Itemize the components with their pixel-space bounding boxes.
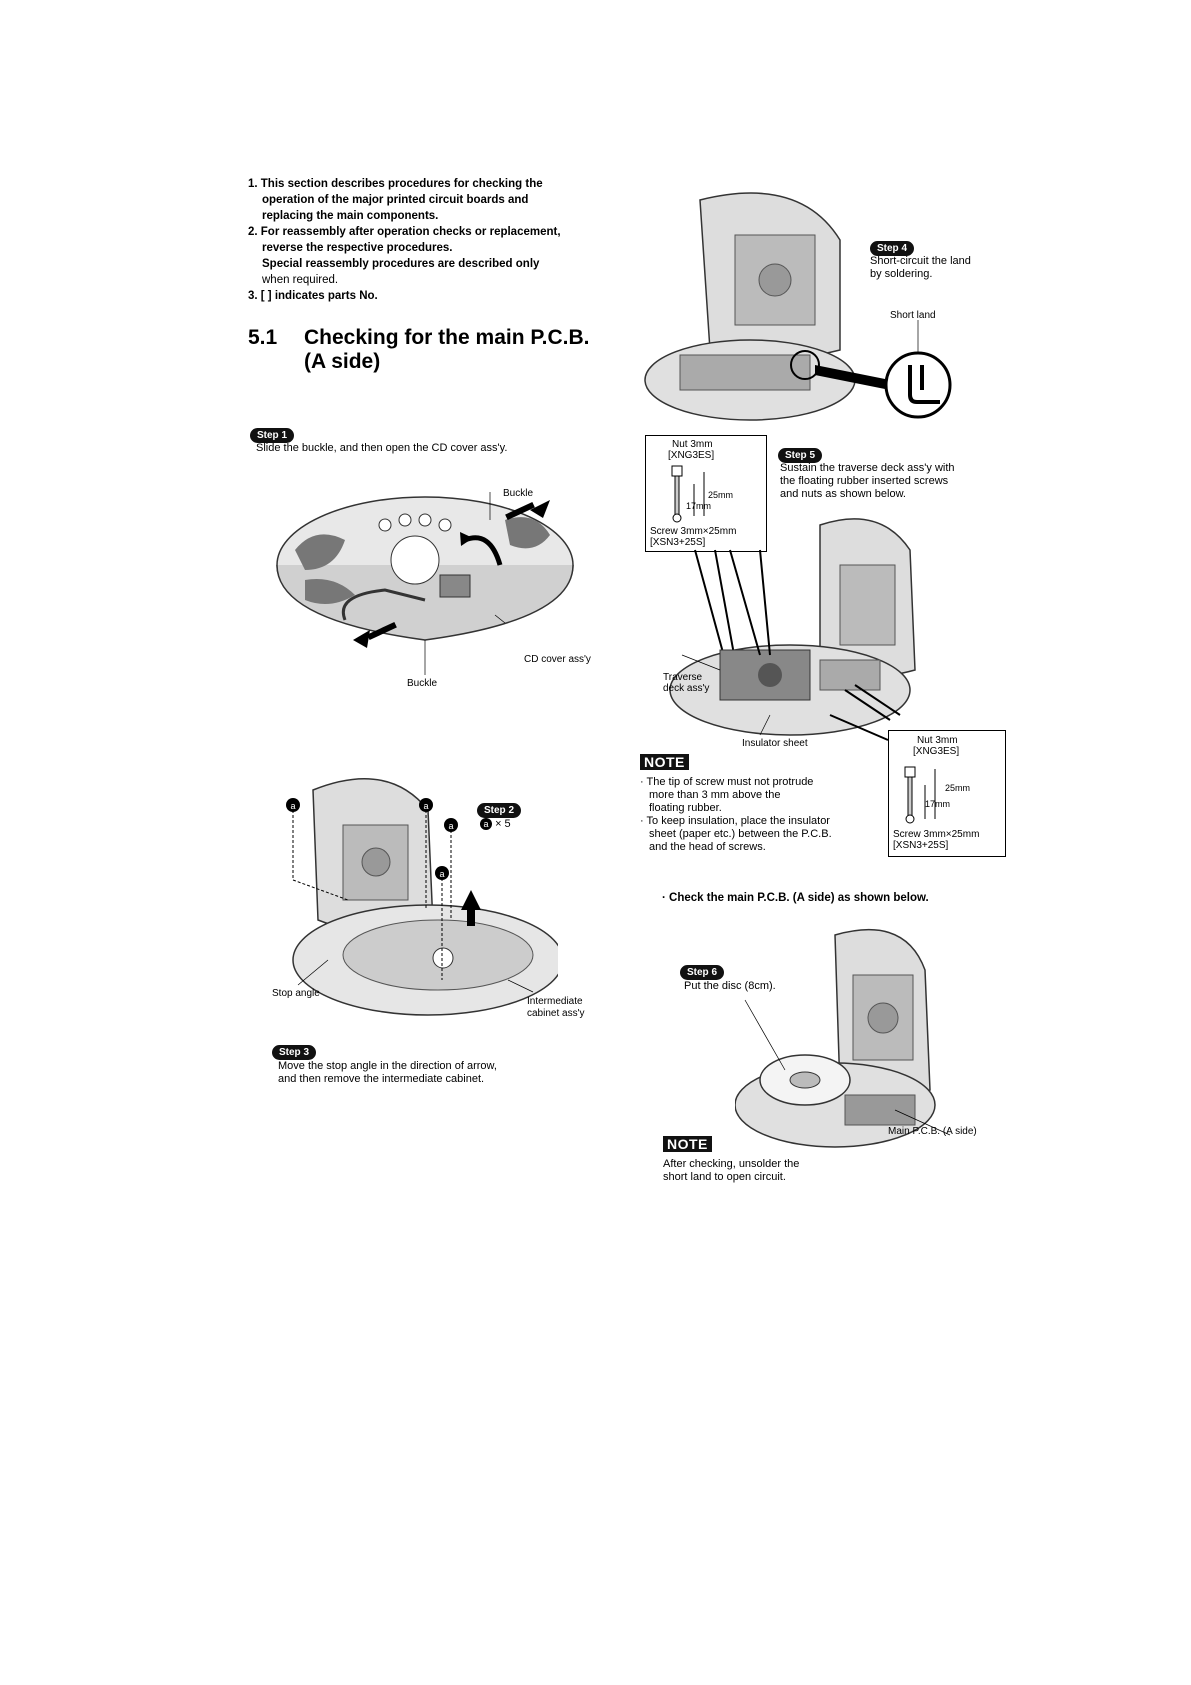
note-1-line-2: more than 3 mm above the [649, 789, 781, 801]
intro-item-1-line-3: replacing the main components. [262, 210, 439, 222]
note-2-text [663, 1158, 799, 1184]
step-3-text [278, 1060, 497, 1086]
section-title-line-1: Checking for the main P.C.B. [304, 326, 590, 349]
intro-item-2-line-3: Special reassembly procedures are described only [262, 258, 540, 270]
svg-text:a: a [423, 801, 429, 811]
step-6-block [680, 962, 724, 980]
step-2-screw-count: × 5 [495, 818, 511, 830]
step-1-block [250, 425, 294, 443]
note-1-badge: NOTE [640, 754, 689, 770]
label-stop-angle: Stop angle [272, 988, 320, 999]
label-cd-cover: CD cover ass'y [524, 654, 591, 665]
step-6-text: Put the disc (8cm). [684, 980, 776, 992]
step-1-text: Slide the buckle, and then open the CD cover ass'y. [256, 442, 508, 454]
check-main-pcb-text: · Check the main P.C.B. (A side) as shown below. [662, 892, 929, 904]
note-1-block [640, 753, 689, 772]
step-2-screw [480, 818, 511, 831]
box1-dim-25: 25mm [708, 490, 734, 500]
step-5-badge: Step 5 [778, 448, 822, 463]
step-5-line-3: and nuts as shown below. [780, 488, 906, 500]
label-intermediate-2: cabinet ass'y [527, 1008, 585, 1019]
label-buckle-top: Buckle [503, 488, 534, 499]
box2-dim-17: 17mm [925, 799, 951, 809]
intro-item-1-line-1: 1. This section describes procedures for checking the [248, 178, 543, 190]
step-4-badge: Step 4 [870, 241, 914, 256]
svg-text:a: a [448, 821, 454, 831]
intro-item-2-line-2: reverse the respective procedures. [262, 242, 453, 254]
screw-a-icon: a [480, 818, 492, 830]
label-short-land: Short land [890, 310, 936, 321]
step-3-line-1: Move the stop angle in the direction of arrow, [278, 1060, 497, 1072]
section-number: 5.1 [248, 326, 278, 349]
step-6-badge: Step 6 [680, 965, 724, 980]
intro-list [248, 176, 638, 304]
intro-item-3: 3. [ ] indicates parts No. [248, 290, 378, 302]
svg-text:a: a [439, 869, 445, 879]
step-4-line-1: Short-circuit the land [870, 255, 971, 267]
label-traverse-2: deck ass'y [663, 683, 710, 694]
step-4-text [870, 255, 971, 281]
note-1-text [640, 776, 832, 854]
label-buckle-bottom: Buckle [407, 678, 438, 689]
svg-text:a: a [290, 801, 296, 811]
box1-nut-part: [XNG3ES] [668, 450, 715, 461]
box1-dim-17: 17mm [686, 501, 712, 511]
intro-item-2-line-1: 2. For reassembly after operation checks or replacement, [248, 226, 561, 238]
note-1-line-6: and the head of screws. [649, 841, 766, 853]
note-2-block [663, 1135, 712, 1154]
intro-item-2-line-4: when required. [262, 274, 339, 286]
box2-nut-part: [XNG3ES] [913, 746, 960, 757]
step-5-line-2: the floating rubber inserted screws [780, 475, 949, 487]
box2-nut: Nut 3mm [917, 735, 958, 746]
step-4-line-2: by soldering. [870, 268, 933, 280]
section-title-line-2: (A side) [304, 350, 381, 373]
note-1-line-5: sheet (paper etc.) between the P.C.B. [649, 828, 832, 840]
box1-screw-part: [XSN3+25S] [650, 537, 706, 548]
step-2-badge: Step 2 [477, 803, 521, 818]
intro-item-1-line-2: operation of the major printed circuit boards and [262, 194, 529, 206]
label-intermediate-1: Intermediate [527, 996, 583, 1007]
step-3-line-2: and then remove the intermediate cabinet. [278, 1073, 485, 1085]
step-3-badge: Step 3 [272, 1045, 316, 1060]
disc-placement-illustration [735, 920, 1015, 1150]
step-3-block [272, 1042, 316, 1060]
box2-dim-25: 25mm [945, 783, 971, 793]
pcb-short-land-illustration [640, 180, 970, 430]
box2-screw: Screw 3mm×25mm [893, 829, 980, 840]
note-1-line-3: floating rubber. [649, 802, 722, 814]
note-1-line-1: · The tip of screw must not protrude [640, 776, 814, 788]
step-5-line-1: Sustain the traverse deck ass'y with [780, 462, 955, 474]
box1-nut: Nut 3mm [672, 439, 713, 450]
step-4-block [870, 238, 914, 256]
callout-lines [690, 430, 890, 770]
label-main-pcb: Main P.C.B. (A side) [888, 1126, 977, 1137]
box2-screw-part: [XSN3+25S] [893, 840, 949, 851]
label-traverse-1: Traverse [663, 672, 703, 683]
step-1-badge: Step 1 [250, 428, 294, 443]
note-1-line-4: · To keep insulation, place the insulator [640, 815, 830, 827]
label-insulator: Insulator sheet [742, 738, 808, 749]
screw-spec-box-2 [888, 730, 1006, 857]
note-2-line-1: After checking, unsolder the [663, 1158, 800, 1170]
section-title [248, 326, 590, 374]
note-2-line-2: short land to open circuit. [663, 1171, 786, 1183]
step-2-block [477, 800, 521, 818]
note-2-badge: NOTE [663, 1136, 712, 1152]
box1-screw: Screw 3mm×25mm [650, 526, 737, 537]
